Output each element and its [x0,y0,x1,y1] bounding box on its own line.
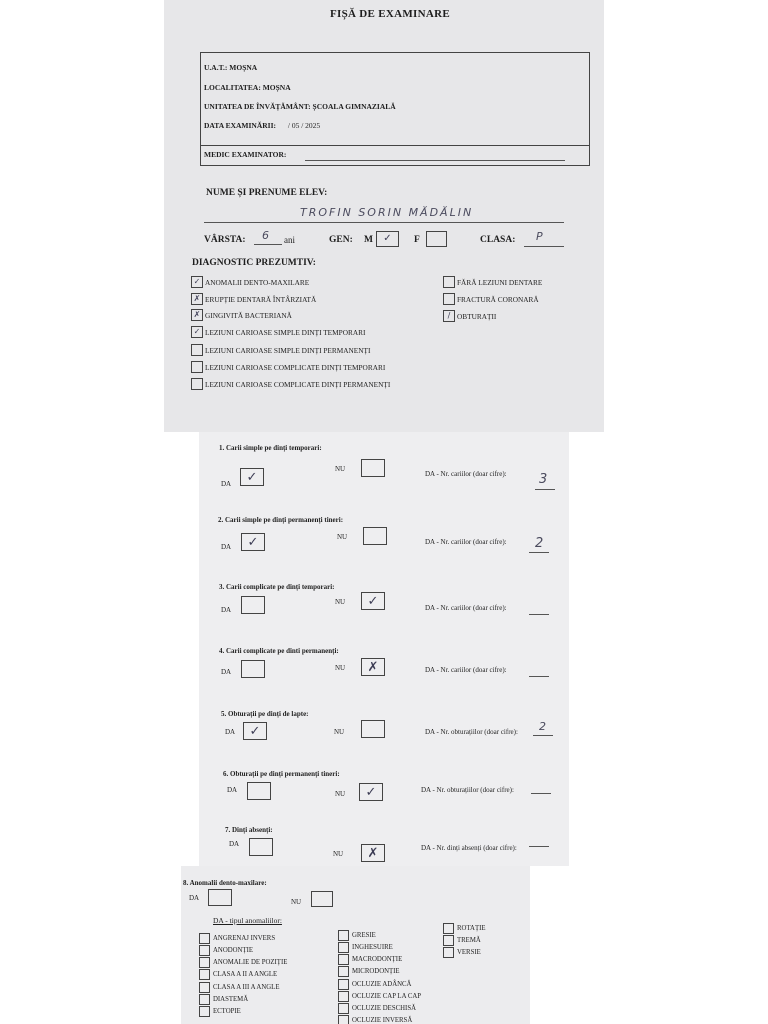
q1-nu-checkbox[interactable] [361,459,385,477]
q6-nu-checkbox[interactable]: ✓ [359,783,383,801]
diagnostic-title: DIAGNOSTIC PREZUMTIV: [192,258,316,268]
anomaly-label: ANGRENAJ INVERS [213,935,276,942]
examination-sheet-questions [199,432,569,866]
student-name-line [204,222,564,223]
checkbox[interactable]: ✓ [191,326,203,338]
unitate-field: UNITATEA DE ÎNVĂȚĂMÂNT: ȘCOALA GIMNAZIALĂ [204,102,396,111]
q2-count-line [529,552,549,553]
q5-da-label: DA [225,728,236,736]
uat-field: U.A.T.: MOȘNA [204,63,258,72]
diag-label: OBTURAȚII [457,311,497,321]
q5-count-label: DA - Nr. obturațiilor (doar cifre): [425,728,518,736]
q4-da-label: DA [221,668,232,676]
q1-nu-label: NU [335,465,346,473]
q7-nu-label: NU [333,850,344,858]
checkbox[interactable] [191,361,203,373]
diag-label: LEZIUNI CARIOASE COMPLICATE DINȚI PERMANENȚI [205,379,391,389]
q2-da-label: DA [221,543,232,551]
gender-m-checkbox[interactable]: ✓ [376,231,399,247]
anomaly-trema[interactable] [443,935,481,946]
student-name-label: NUME ȘI PRENUME ELEV: [206,188,328,198]
anomaly-inghesuire[interactable] [338,942,393,953]
anomaly-ocluzie-adanca[interactable] [338,979,411,990]
q7-count-line [529,846,549,847]
q5-count-line [533,735,553,736]
diag-fara-leziuni[interactable] [443,276,542,288]
anomaly-ocluzie-cap-la-cap[interactable] [338,991,421,1002]
checkbox[interactable] [191,378,203,390]
age-unit: ani [284,235,295,245]
anomaly-clasa-2-angle[interactable] [199,969,277,980]
q3-title: 3. Carii complicate pe dinți temporari: [219,583,335,591]
anomaly-anomalie-pozitie[interactable] [199,957,287,968]
checkbox[interactable] [443,276,455,288]
anomaly-ocluzie-deschisa[interactable] [338,1003,416,1014]
q5-title: 5. Obturații pe dinți de lapte: [221,710,309,718]
q7-count-label: DA - Nr. dinți absenți (doar cifre): [421,844,517,852]
q7-title: 7. Dinți absenți: [225,826,273,834]
anomaly-label: ANODONȚIE [213,947,254,954]
anomalies-da-checkbox[interactable] [208,889,232,906]
q6-da-checkbox[interactable] [247,782,271,800]
checkbox[interactable]: ✓ [191,276,203,288]
diag-fractura-coronara[interactable] [443,293,539,305]
anomalies-nu-checkbox[interactable] [311,891,333,907]
checkbox[interactable]: / [443,310,455,322]
diag-label: ANOMALII DENTO-MAXILARE [205,277,310,287]
gender-f-checkbox[interactable] [426,231,447,247]
anomaly-anodontie[interactable] [199,945,253,956]
q6-count-label: DA - Nr. obturațiilor (doar cifre): [421,786,514,794]
anomaly-label: OCLUZIE INVERSĂ [352,1017,413,1024]
q3-count-label: DA - Nr. cariilor (doar cifre): [425,604,507,612]
anomaly-microdontie[interactable] [338,966,400,977]
q5-nu-label: NU [334,728,345,736]
checkbox[interactable] [338,991,349,1002]
q4-title: 4. Carii complicate pe dinti permanenți: [219,647,339,655]
anomaly-ectopie[interactable] [199,1006,241,1017]
checkbox[interactable] [199,969,210,980]
diag-gingivita-bacteriana[interactable] [191,309,292,321]
gender-m-label: M [364,235,373,245]
anomaly-diastema[interactable] [199,994,248,1005]
q7-nu-checkbox[interactable]: ✗ [361,844,385,862]
age-line [254,244,282,245]
age-value[interactable]: 6 [262,229,271,242]
q6-nu-label: NU [335,790,346,798]
checkbox[interactable] [199,945,210,956]
q3-nu-label: NU [335,598,346,606]
diag-label: GINGIVITĂ BACTERIANĂ [205,310,292,320]
anomaly-versie[interactable] [443,947,481,958]
q5-nu-checkbox[interactable] [361,720,385,738]
q4-da-checkbox[interactable] [241,660,265,678]
medic-input-line[interactable] [305,160,565,161]
anomaly-label: DIASTEMĂ [213,996,249,1003]
anomalies-nu-label: NU [291,898,302,906]
anomalies-title: 8. Anomalii dento-maxilare: [183,879,267,887]
q7-da-checkbox[interactable] [249,838,273,856]
anomaly-gresie[interactable] [338,930,376,941]
checkbox[interactable] [199,1006,210,1017]
checkbox[interactable] [338,930,349,941]
anomaly-macrodontie[interactable] [338,954,402,965]
checkbox[interactable] [443,947,454,958]
exam-date-field [204,121,320,130]
anomaly-label: MICRODONȚIE [352,968,400,975]
anomaly-label: OCLUZIE CAP LA CAP [352,993,422,1000]
form-title: FIȘĂ DE EXAMINARE [330,8,450,20]
diag-label: FRACTURĂ CORONARĂ [457,294,539,304]
q4-count-line [529,676,549,677]
anomalies-types-label: DA - tipul anomaliilor: [213,916,282,925]
checkbox[interactable] [338,1015,349,1024]
examination-sheet-top [164,0,604,432]
anomaly-clasa-3-angle[interactable] [199,982,279,993]
diag-anomalii-dento-maxilare[interactable] [191,276,309,288]
anomaly-label: MACRODONȚIE [352,956,403,963]
anomaly-label: ANOMALIE DE POZIȚIE [213,959,288,966]
q2-nu-checkbox[interactable] [363,527,387,545]
student-name-value[interactable]: TROFIN SORIN MĂDĂLIN [300,206,474,219]
q7-da-label: DA [229,840,240,848]
diag-obturatii[interactable] [443,310,496,322]
exam-date-value[interactable]: / 05 / 2025 [287,121,321,130]
diag-carioase-complicate-temporari[interactable] [191,361,385,373]
q2-count-value[interactable]: 2 [535,536,546,551]
q3-count-line [529,614,549,615]
diag-label: LEZIUNI CARIOASE COMPLICATE DINȚI TEMPORARI [205,362,386,372]
q2-title: 2. Carii simple pe dinți permanenți tineri: [218,516,344,524]
checkbox[interactable] [199,994,210,1005]
anomaly-rotatie[interactable] [443,923,486,934]
anomaly-ocluzie-inversa[interactable] [338,1015,412,1024]
gender-f-label: F [414,235,420,245]
q1-da-checkbox[interactable]: ✓ [240,468,264,486]
frame-divider [201,145,589,146]
anomaly-label: INGHESUIRE [352,944,393,951]
checkbox[interactable] [338,954,349,965]
diag-carioase-simple-permanenti[interactable] [191,344,370,356]
checkbox[interactable] [199,933,210,944]
q5-da-checkbox[interactable]: ✓ [243,722,267,740]
diag-carioase-complicate-permanenti[interactable] [191,378,390,390]
anomaly-label: VERSIE [457,949,481,956]
anomaly-label: OCLUZIE DESCHISĂ [352,1005,417,1012]
q1-title: 1. Carii simple pe dinți temporari: [219,444,322,452]
anomaly-label: OCLUZIE ADÂNCĂ [352,981,412,988]
diag-label: LEZIUNI CARIOASE SIMPLE DINȚI TEMPORARI [205,327,366,337]
diag-label: LEZIUNI CARIOASE SIMPLE DINȚI PERMANENȚI [205,345,371,355]
class-line [524,246,564,247]
medic-label: MEDIC EXAMINATOR: [204,150,287,159]
q4-nu-label: NU [335,664,346,672]
exam-date-label: DATA EXAMINĂRII: [204,121,277,130]
anomaly-label: ECTOPIE [213,1008,241,1015]
q2-nu-label: NU [337,533,348,541]
anomaly-label: GRESIE [352,932,376,939]
checkbox[interactable] [443,923,454,934]
q2-da-checkbox[interactable]: ✓ [241,533,265,551]
anomaly-label: CLASA A II A ANGLE [213,971,278,978]
q1-count-line [535,489,555,490]
q3-da-label: DA [221,606,232,614]
class-label: CLASA: [480,235,516,245]
checkbox[interactable] [338,966,349,977]
anomaly-label: TREMĂ [457,937,481,944]
checkbox[interactable] [338,979,349,990]
checkbox[interactable] [338,1003,349,1014]
checkbox[interactable]: ✗ [191,293,203,305]
q4-count-label: DA - Nr. cariilor (doar cifre): [425,666,507,674]
q4-nu-checkbox[interactable]: ✗ [361,658,385,676]
q3-da-checkbox[interactable] [241,596,265,614]
gender-label: GEN: [329,235,353,245]
q2-count-label: DA - Nr. cariilor (doar cifre): [425,538,507,546]
diag-label: ERUPȚIE DENTARĂ ÎNTÂRZIATĂ [205,294,317,304]
checkbox[interactable] [199,957,210,968]
diag-carioase-simple-temporari[interactable] [191,326,365,338]
q1-count-value[interactable]: 3 [539,472,550,487]
checkbox[interactable] [338,942,349,953]
anomaly-label: ROTAȚIE [457,925,486,932]
checkbox[interactable]: ✗ [191,309,203,321]
diag-eruptie-intarziata[interactable] [191,293,316,305]
age-label: VÂRSTA: [204,235,246,245]
q6-title: 6. Obturații pe dinți permanenți tineri: [223,770,340,778]
checkbox[interactable] [199,982,210,993]
school-info-frame [200,52,590,166]
q6-da-label: DA [227,786,238,794]
checkbox[interactable] [443,293,455,305]
examination-sheet-anomalies [181,866,530,1024]
anomaly-label: CLASA A III A ANGLE [213,984,280,991]
q1-da-label: DA [221,480,232,488]
checkbox[interactable] [443,935,454,946]
medic-field [204,150,286,159]
anomaly-angrenaj-invers[interactable] [199,933,275,944]
diag-label: FĂRĂ LEZIUNI DENTARE [457,277,543,287]
q1-count-label: DA - Nr. cariilor (doar cifre): [425,470,507,478]
localitate-field: LOCALITATEA: MOȘNA [204,83,291,92]
q3-nu-checkbox[interactable]: ✓ [361,592,385,610]
checkbox[interactable] [191,344,203,356]
anomalies-da-label: DA [189,894,200,902]
class-value[interactable]: P [536,230,545,243]
q6-count-line [531,793,551,794]
q5-count-value[interactable]: 2 [539,720,548,733]
